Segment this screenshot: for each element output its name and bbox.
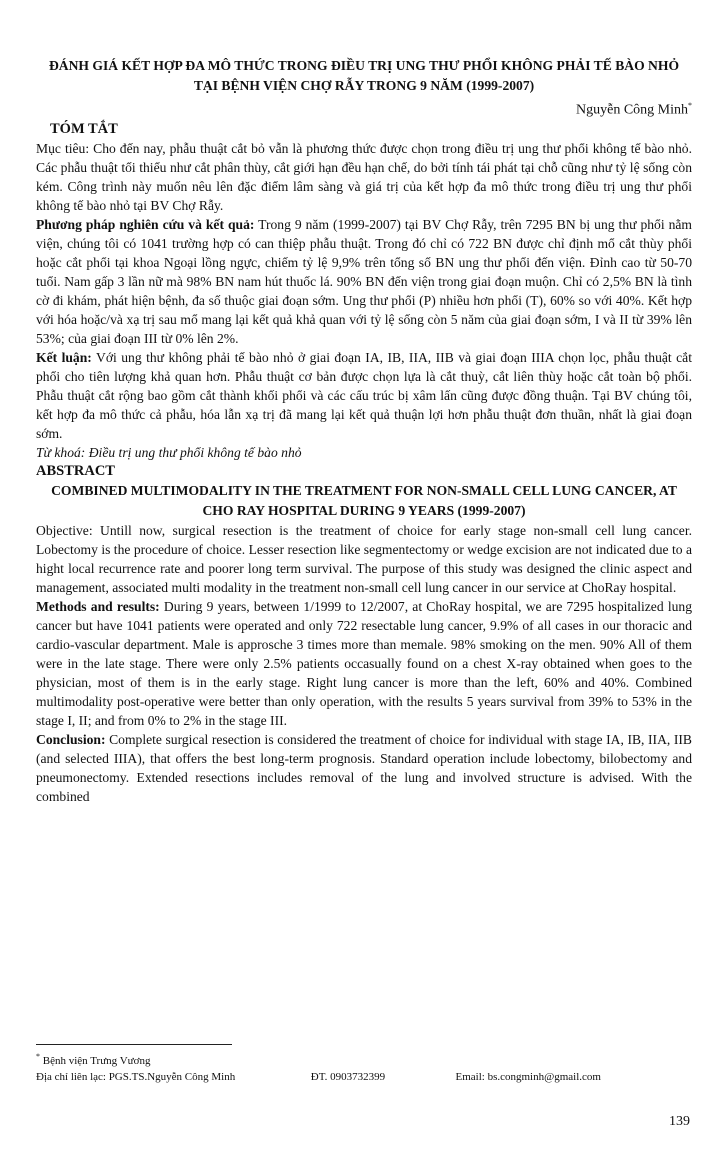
- footnote-phone: ĐT. 0903732399: [310, 1070, 386, 1083]
- en-conclusion: [36, 730, 692, 806]
- vi-methods-text: Trong 9 năm (1999-2007) tại BV Chợ Rẫy, trên 7295 BN bị ung thư phổi nằm viện, chúng tôi có 1041 trường hợp có can thiệp phẫu thuật. Trong đó chỉ có 722 BN được chỉ định mổ cắt thùy phổi hoặc cắt phổi tại khoa Ngoại lồng ngực, chiếm tỷ lệ 9,9% trên tổng số BN ung thư phổi đến viện. Đỉnh cao từ 50-70 tuổi. Nam gấp 3 lần nữ mà 98% BN nam hút thuốc lá. 90% BN đến viện trong giai đoạn muộn. Chỉ có 2,5% BN là tình cờ đi khám, phát hiện bệnh, đa số thuộc giai đoạn sớm. Ung thư phổi (P) nhiều hơn phổi (T), 60% so với 40%. Kết hợp với hóa hoặc/và xạ trị sau mổ mang lại kết quả khả quan với tỷ lệ sống còn 5 năm của giai đoạn sớm, I và II từ 39% lên 53%; của giai đoạn III từ 0% lên 2%.: [36, 216, 692, 346]
- en-methods-text: During 9 years, between 1/1999 to 12/2007, at ChoRay hospital, we are 7295 hospitalized lung cancer but have 1041 patients were operated and only 722 resectable lung cancer, 9.9% of all cases in our thoracic and cardio-vascular department. Male is approsche 3 times more than memale. 98% smoking on the men. 90% All of them were in the late stage. There were only 2.5% patients occasually found on a chest X-ray obtained when goes to the physician, most of them is in the early stage. Right lung cancer is more than the left, 60% and 40%. Combined multimodality post-operative were better than only operation, with the results 5 years survival from 39% to 53% in the stage I, II; and from 0% to 2% in the stage III.: [36, 598, 692, 728]
- footnote-contact: Địa chỉ liên lạc: PGS.TS.Nguyễn Công Minh: [36, 1070, 236, 1083]
- page-number: 139: [669, 1114, 690, 1129]
- footnotes: [36, 1049, 601, 1085]
- vi-methods: [36, 215, 692, 348]
- summary-heading: TÓM TẮT: [50, 120, 118, 137]
- author-footnote-mark: *: [688, 101, 692, 110]
- footnote-divider: [36, 1044, 232, 1045]
- footnote-mark: *: [36, 1052, 40, 1061]
- title-english: COMBINED MULTIMODALITY IN THE TREATMENT FOR NON-SMALL CELL LUNG CANCER, AT CHO RAY HOSPITAL DURING 9 YEARS (1999-2007): [51, 482, 677, 518]
- vi-methods-label: Phương pháp nghiên cứu và kết quả:: [36, 216, 255, 232]
- footnote-affiliation: Bệnh viện Trưng Vương: [42, 1054, 151, 1067]
- author-line: [36, 96, 692, 120]
- abstract-heading: ABSTRACT: [36, 462, 115, 479]
- en-objective: Objective: Untill now, surgical resection is the treatment of choice for early stage non-small cell lung cancer. Lobectomy is the procedure of choice. Lesser resection like segmentectomy or wedge excision are not indicated due to a hight local recurrence rate and poorer long term survival. The purpose of this study was designed the clinic aspect and management, associated multi modality in the treatment non-small cell lung cancer in our service at ChoRay hospital.: [36, 522, 692, 595]
- vi-objective: Mục tiêu: Cho đến nay, phẫu thuật cắt bỏ vẫn là phương thức được chọn trong điều trị ung thư phổi không tế bào nhỏ. Các phẫu thuật tối thiểu như cắt phân thùy, cắt giới hạn đều hạn chế, do bởi tính tái phát tại chỗ cũng như tỷ lệ sống còn kém. Công trình này muốn nêu lên đặc điểm lâm sàng và giá trị của kết hợp đa mô thức trong điều trị ung thư phổi không tế bào nhỏ tại BV Chợ Rẫy.: [36, 140, 692, 213]
- footnote-email: Email: bs.congminh@gmail.com: [455, 1070, 601, 1083]
- vi-keywords: Từ khoá: Điều trị ung thư phổi không tế bào nhỏ: [36, 444, 302, 460]
- en-methods: [36, 597, 692, 730]
- en-conclusion-text: Complete surgical resection is considered the treatment of choice for individual with stage IA, IB, IIA, IIB (and selected IIIA), that offers the best long-term prognosis. Standard operation include lobectomy, bilobectomy and pneumonectomy. Extended resections includes removal of the lung and involved structure is advised. With the combined: [36, 731, 692, 804]
- vi-conclusion-text: Với ung thư không phải tế bào nhỏ ở giai đoạn IA, IB, IIA, IIB và giai đoạn IIIA chọn lọc, phẫu thuật cắt phổi cho tiên lượng khả quan hơn. Phẫu thuật cơ bản được chọn lựa là cắt thuỳ, cắt liên thùy hoặc cắt toàn bộ phổi. Phẫu thuật cắt rộng bao gồm cắt thành khối phổi và các cấu trúc bị xâm lấn cũng được đồng thuận. Tại BV chúng tôi, kết hợp đa mô thức cả phẫu, hóa lẫn xạ trị đã mang lại kết quả thuận lợi hơn phẫu thuật đơn thuần, nhất là giai đoạn sớm.: [36, 349, 692, 441]
- vi-conclusion-label: Kết luận:: [36, 349, 92, 365]
- en-conclusion-label: Conclusion:: [36, 731, 106, 747]
- footnote-contact-row: [36, 1069, 601, 1085]
- title-vietnamese: ĐÁNH GIÁ KẾT HỢP ĐA MÔ THỨC TRONG ĐIỀU TRỊ UNG THƯ PHỔI KHÔNG PHẢI TẾ BÀO NHỎ TẠI BỆNH VIỆN CHỢ RẪY TRONG 9 NĂM (1999-2007): [48, 58, 680, 93]
- author-name: Nguyễn Công Minh: [576, 102, 688, 118]
- footnote-affiliation-row: [36, 1049, 601, 1069]
- vi-conclusion: [36, 348, 692, 443]
- en-methods-label: Methods and results:: [36, 598, 160, 614]
